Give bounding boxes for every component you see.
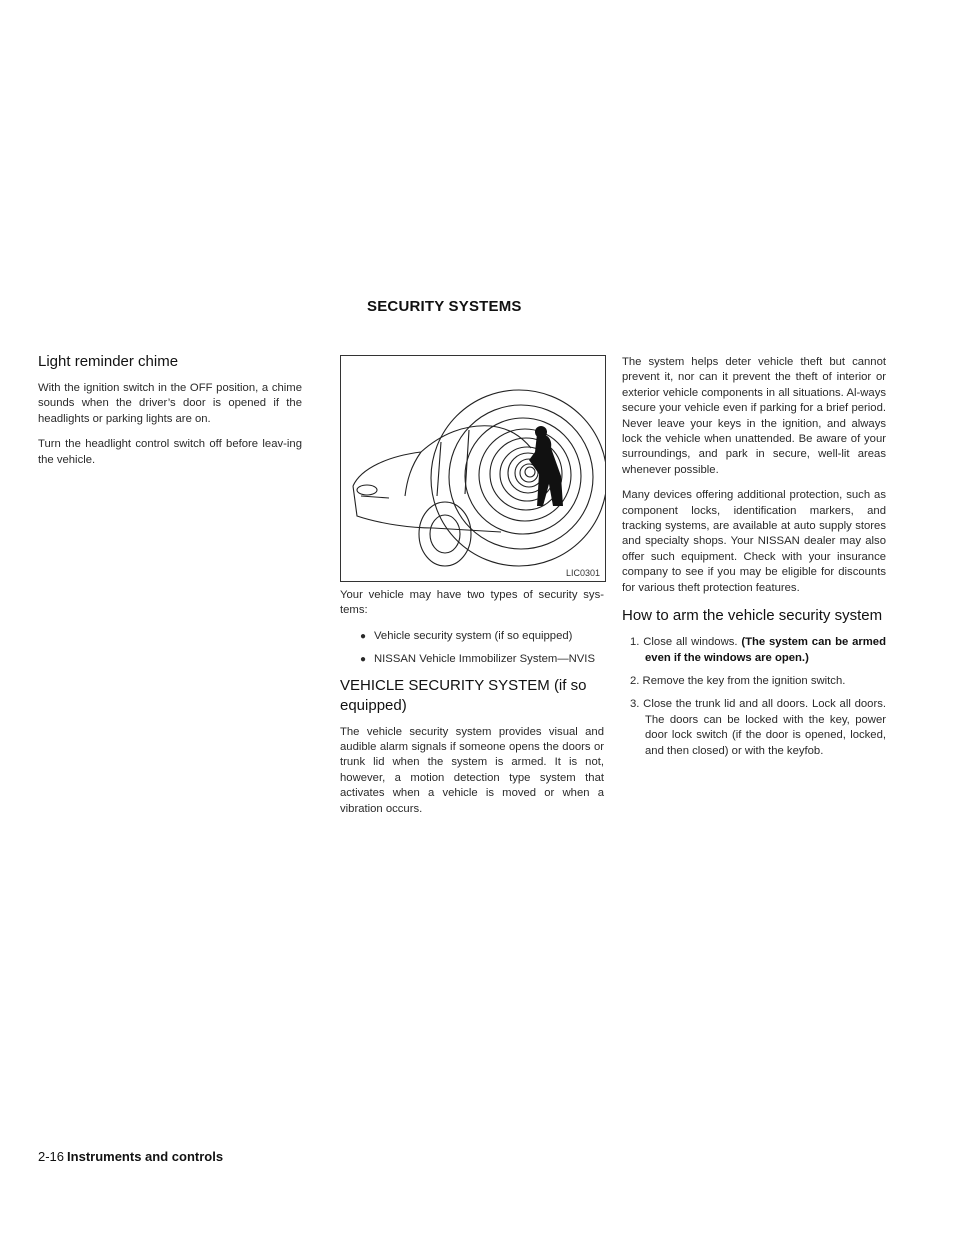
security-types-intro: Your vehicle may have two types of security sys-tems: bbox=[340, 589, 604, 617]
arm-steps-list bbox=[622, 635, 886, 759]
list-item: ● NISSAN Vehicle Immobilizer System—NVIS bbox=[360, 652, 604, 667]
bullet-icon: ● bbox=[360, 630, 367, 642]
list-item: ● Vehicle security system (if so equipped) bbox=[360, 629, 604, 644]
light-reminder-para-2: Turn the headlight control switch off before leav-ing the vehicle. bbox=[38, 438, 302, 466]
page-number: 2-16 bbox=[38, 1149, 65, 1164]
bullet-icon: ● bbox=[360, 654, 367, 666]
arm-system-heading: How to arm the vehicle security system bbox=[622, 607, 883, 625]
column-left bbox=[38, 352, 302, 478]
vehicle-security-para: The vehicle security system provides visual and audible alarm signals if someone opens the doors or trunk lid when the system is armed. It is not, however, a motion detection type system that activates when a vehicle is moved or when a vibration occurs. bbox=[340, 725, 604, 815]
light-reminder-para-1: With the ignition switch in the OFF position, a chime sounds when the driver’s door is opened if the headlights or parking lights are on. bbox=[38, 382, 302, 425]
list-item: 2. Remove the key from the ignition switch. bbox=[630, 674, 846, 687]
protection-devices-para: Many devices offering additional protection, such as component locks, identification markers, and tracking systems, are available at auto supply stores and specialty shops. Your NISSAN dealer may also offer such equipment. Check with your insurance company to see if you may be eligible for discounts for various theft protection features. bbox=[622, 489, 886, 594]
column-right bbox=[622, 355, 886, 767]
chapter-title: Instruments and controls bbox=[67, 1149, 224, 1164]
car-alarm-drawing bbox=[341, 356, 605, 581]
security-illustration bbox=[340, 355, 606, 582]
column-middle bbox=[340, 355, 604, 827]
list-item: 1. Close all windows. (The system can be armed even if the windows are open.) bbox=[630, 636, 886, 664]
light-reminder-heading: Light reminder chime bbox=[38, 353, 179, 370]
theft-deter-para: The system helps deter vehicle theft but cannot prevent it, nor can it prevent the theft of interior or exterior vehicle components in all situations. Al-ways secure your vehicle even if parking for a brief period. Never leave your keys in the ignition, and always lock the vehicle when unattended. Be aware of your surroundings, and park in secure, well-lit areas whenever possible. bbox=[622, 356, 886, 476]
list-item: 3. Close the trunk lid and all doors. Lock all doors. The doors can be locked with the key, power door lock switch (if the door is opened, locked, and then closed) or with the keyfob. bbox=[630, 698, 886, 757]
page-footer bbox=[38, 1149, 223, 1164]
security-types-list bbox=[340, 629, 604, 668]
section-title: SECURITY SYSTEMS bbox=[367, 298, 522, 315]
vehicle-security-heading: VEHICLE SECURITY SYSTEM (if so equipped) bbox=[340, 676, 587, 714]
figure-code: LIC0301 bbox=[565, 568, 600, 578]
